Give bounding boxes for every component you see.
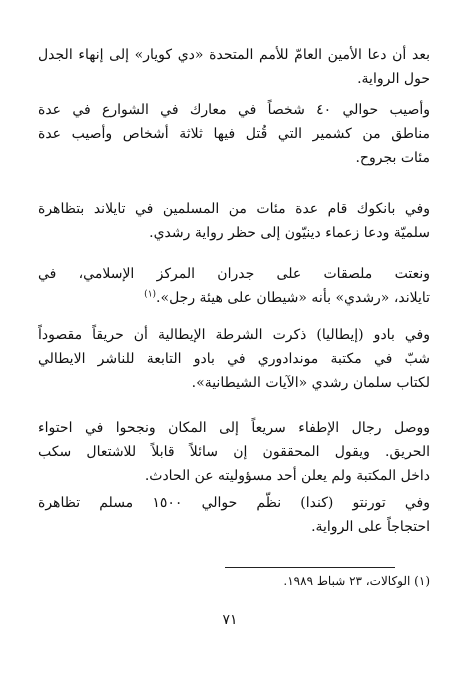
paragraph-line: لكتاب سلمان رشدي «الآيات الشيطانية». xyxy=(191,375,430,391)
paragraph-3 xyxy=(38,197,430,245)
paragraph-7 xyxy=(38,491,430,539)
paragraph-line: وفي تورنتو (كندا) نظّم حوالي ١٥٠٠ مسلم تظاهرة xyxy=(38,495,431,511)
paragraph-line: مناطق من كشمير التي قُتل فيها ثلاثة أشخاص وأصيب عدة xyxy=(38,126,430,142)
paragraph-5 xyxy=(38,323,430,395)
paragraph-1 xyxy=(38,43,430,91)
paragraph-line: داخل المكتبة ولم يعلن أحد مسؤوليته عن الحادث. xyxy=(144,468,430,484)
paragraph-line: ووصل رجال الإطفاء سريعاً إلى المكان ونجحوا في احتواء xyxy=(38,420,430,436)
footnote-marker: (١) xyxy=(144,289,157,300)
page-number: ٧١ xyxy=(222,612,238,628)
paragraph-4 xyxy=(38,262,430,310)
paragraph-6 xyxy=(38,416,430,488)
paragraph-line: سلميّة ودعا زعماء دينيّون إلى حظر رواية رشدي. xyxy=(149,225,430,241)
paragraph-2 xyxy=(38,98,430,170)
paragraph-line: وأصيب حوالي ٤٠ شخصاً في معارك في الشوارع في عدة xyxy=(38,102,430,118)
paragraph-line: مئات بجروح. xyxy=(355,150,430,166)
paragraph-line: الحريق. ويقول المحققون إن سائلاً قابلاً للاشتعال سكب xyxy=(38,444,430,460)
paragraph-line: شبّ في مكتبة موندادوري في بادو التابعة للناشر الايطالي xyxy=(38,351,430,367)
paragraph-line: حول الرواية. xyxy=(357,71,430,87)
paragraph-line: بعد أن دعا الأمين العامّ للأمم المتحدة «دي كويار» إلى إنهاء الجدل xyxy=(38,47,430,63)
paragraph-line xyxy=(38,286,430,310)
paragraph-line: ونعتت ملصقات على جدران المركز الإسلامي، في xyxy=(38,266,430,282)
footnote-divider xyxy=(225,567,395,568)
paragraph-line: وفي بادو (إيطاليا) ذكرت الشرطة الإيطالية أن حريقاً مقصوداً xyxy=(38,327,430,343)
paragraph-line-text: تايلاند، «رشدي» بأنه «شيطان على هيئة رجل». xyxy=(156,290,430,306)
footnote: (١) الوكالات، ٢٣ شباط ١٩٨٩. xyxy=(283,574,430,588)
paragraph-line: احتجاجاً على الرواية. xyxy=(311,519,430,535)
paragraph-line: وفي بانكوك قام عدة مئات من المسلمين في تايلاند بتظاهرة xyxy=(38,201,430,217)
